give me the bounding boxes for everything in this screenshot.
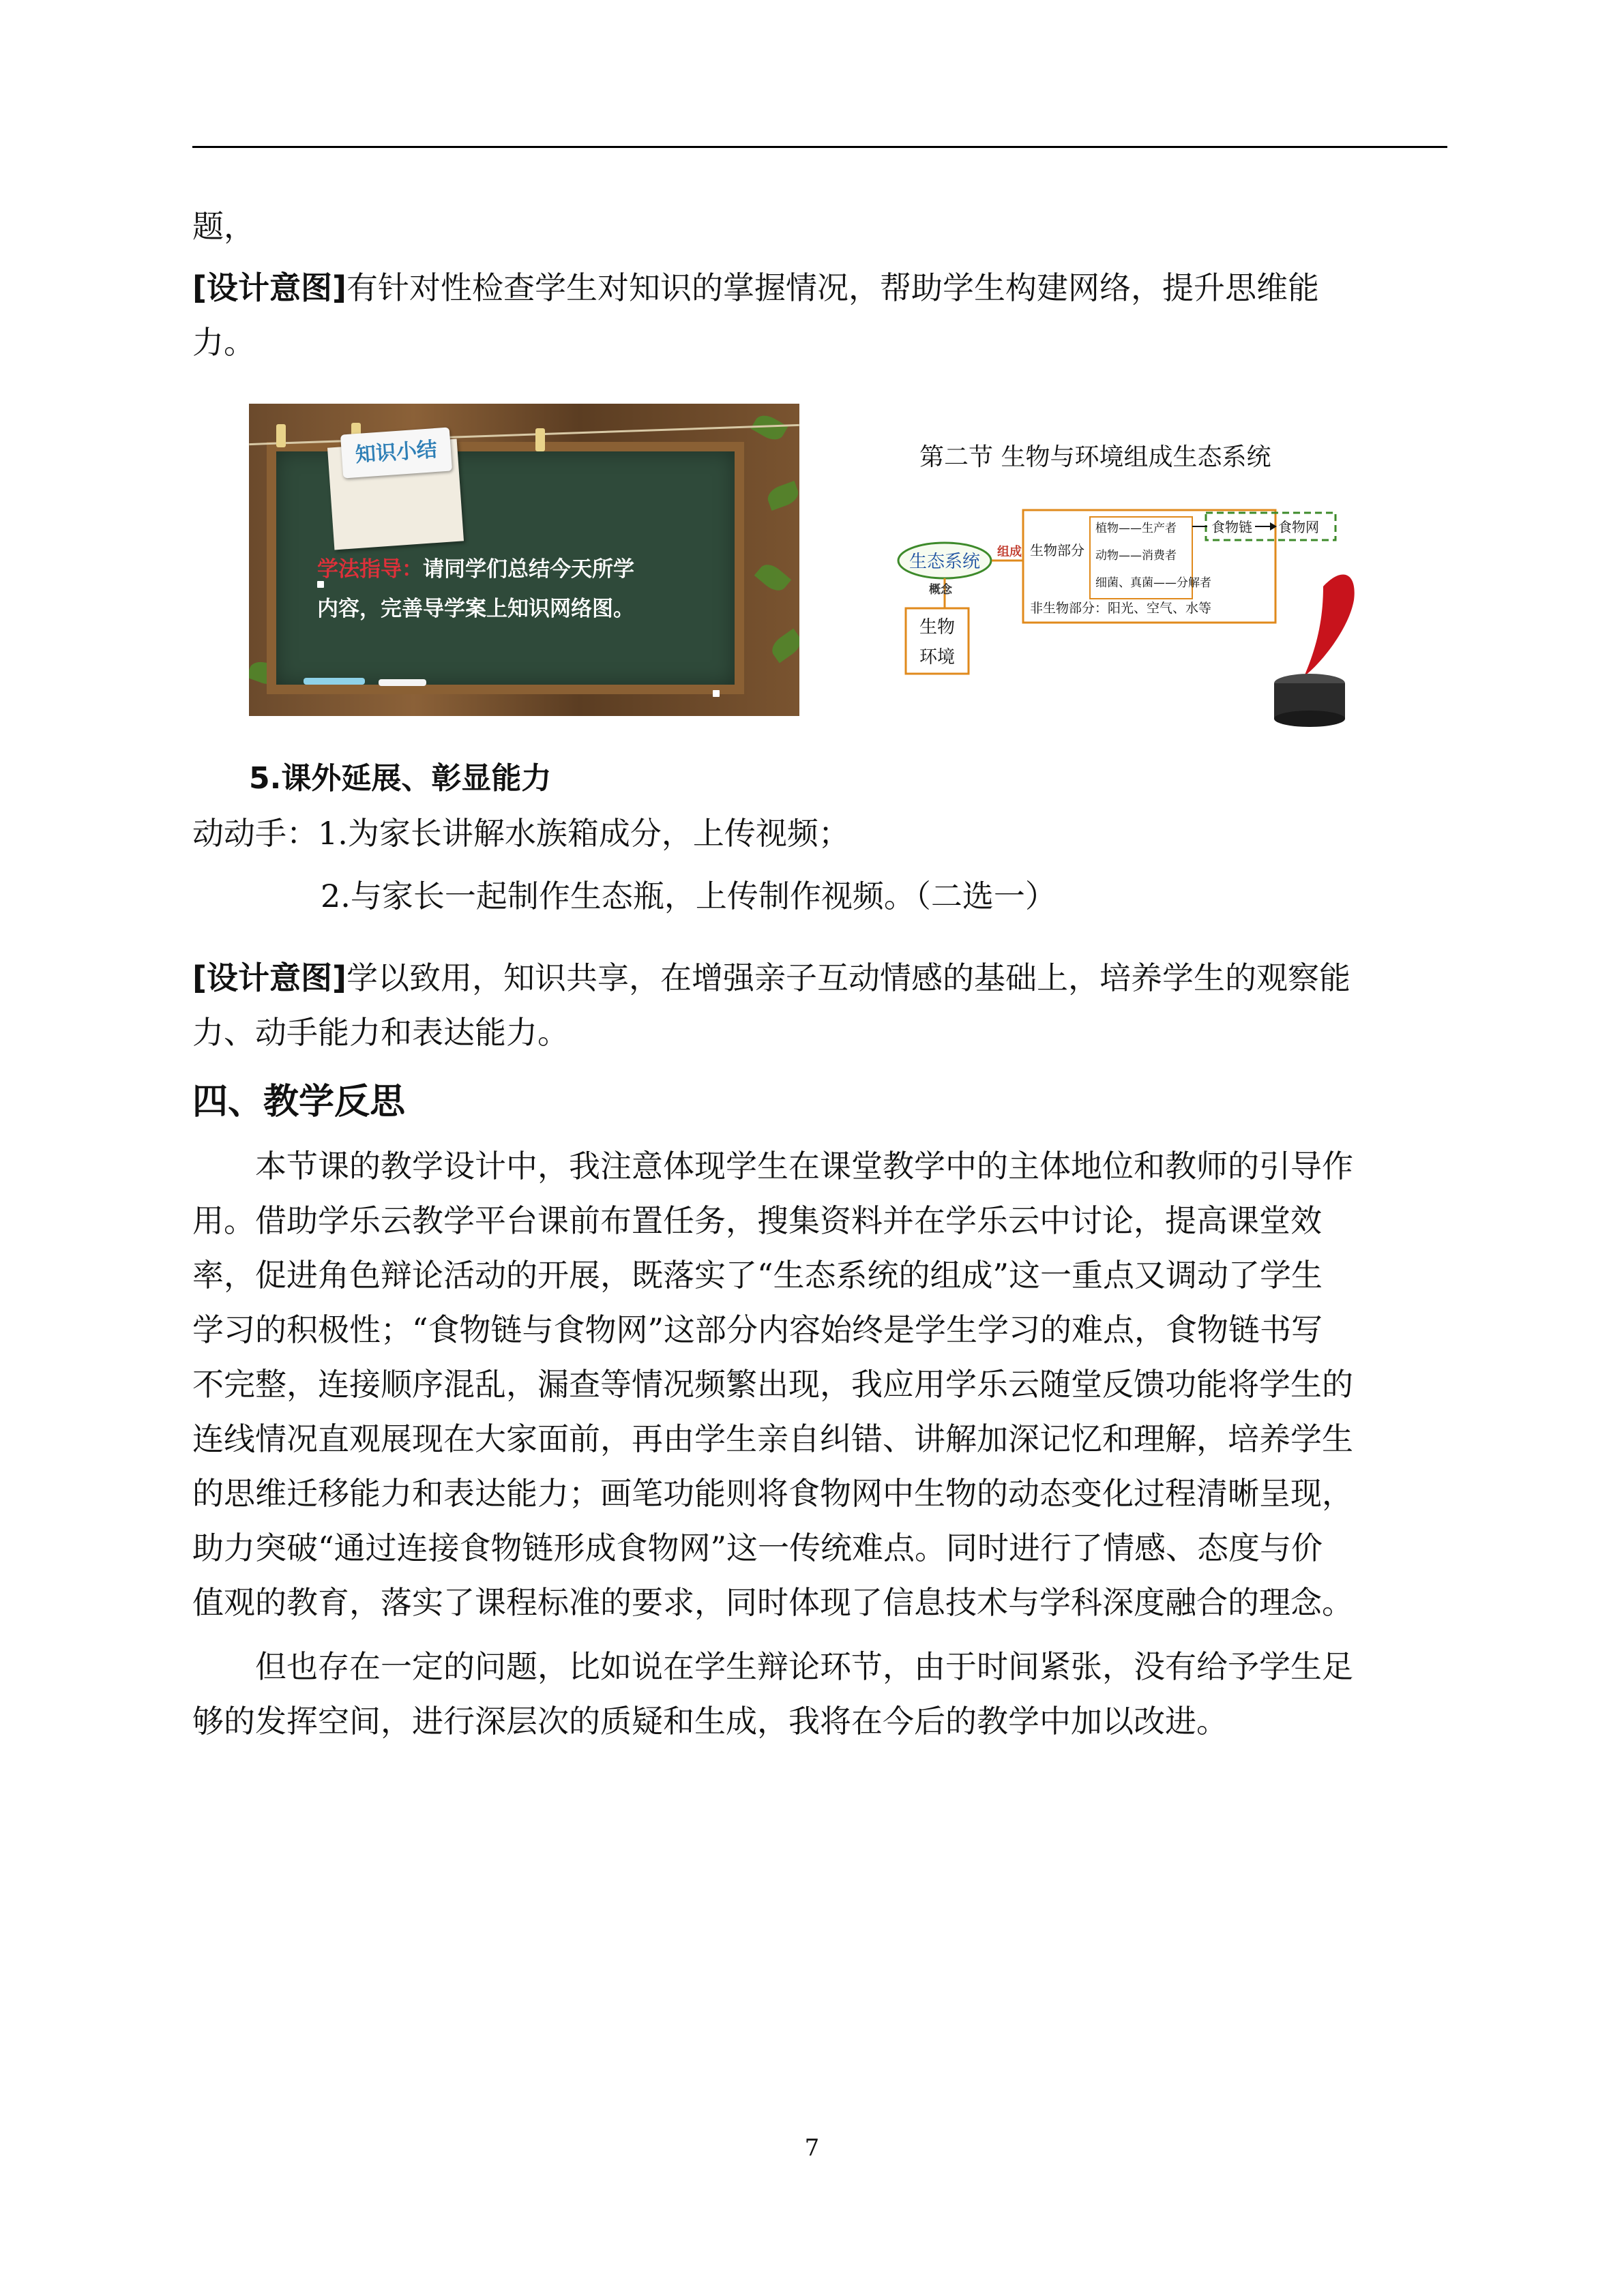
reflection-line: 本节课的教学设计中，我注意体现学生在课堂教学中的主体地位和教师的引导作	[255, 1148, 1353, 1184]
row-consumer: 动物——消费者	[1095, 549, 1177, 563]
concept-map-diagram	[887, 430, 1364, 730]
text-line: 题，	[192, 208, 255, 245]
header-rule	[192, 146, 1447, 148]
reflection-line: 助力突破“通过连接食物链形成食物网”这一传统难点。同时进行了情感、态度与价	[192, 1530, 1323, 1566]
inkwell-base	[1274, 711, 1345, 727]
concept-box-1: 生物	[919, 617, 956, 638]
design-intent-label: [设计意图]	[192, 959, 347, 996]
design-intent-1	[192, 260, 1447, 315]
concept-map-title: 第二节 生物与环境组成生态系统	[919, 443, 1271, 471]
reflection-line: 用。借助学乐云教学平台课前布置任务，搜集资料并在学乐云中讨论，提高课堂效	[192, 1202, 1322, 1239]
task-line-2: 2.与家长一起制作生态瓶，上传制作视频。（二选一）	[321, 878, 1057, 914]
guide-label: 学法指导：	[317, 557, 423, 582]
reflection-line: 值观的教育，落实了课程标准的要求，同时体现了信息技术与学科深度融合的理念。	[192, 1584, 1353, 1621]
root-label: 生态系统	[909, 552, 981, 572]
section-4-heading: 四、教学反思	[192, 1082, 406, 1122]
reflection-line: 够的发挥空间，进行深层次的质疑和生成，我将在今后的教学中加以改进。	[192, 1703, 1228, 1740]
reflection-line: 但也存在一定的问题，比如说在学生辩论环节，由于时间紧张，没有给予学生足	[255, 1648, 1353, 1685]
reflection-line: 不完整，连接顺序混乱，漏查等情况频繁出现，我应用学乐云随堂反馈功能将学生的	[192, 1366, 1353, 1403]
feather-icon	[1304, 575, 1355, 676]
row-decomposer: 细菌、真菌——分解者	[1095, 576, 1211, 590]
reflection-line: 连线情况直观展现在大家面前，再由学生亲自纠错、讲解加深记忆和理解，培养学生	[192, 1420, 1353, 1457]
food-chain-label: 食物链	[1211, 519, 1252, 535]
section-5-heading: 5.课外延展、彰显能力	[249, 761, 552, 796]
row-producer: 植物——生产者	[1095, 522, 1177, 535]
blackboard-image	[249, 404, 799, 716]
reflection-paragraph-1	[192, 1139, 1447, 1630]
reflection-paragraph-2	[192, 1639, 1447, 1748]
board-text	[317, 550, 699, 629]
guide-text-2: 内容，完善导学案上知识网络图。	[317, 597, 634, 621]
concept-label: 概念	[929, 583, 952, 597]
guide-text-1: 请同学们总结今天所学	[423, 557, 634, 582]
task-line-1: 动动手：1.为家长讲解水族箱成分，上传视频；	[192, 815, 850, 852]
text-line: 力、动手能力和表达能力。	[192, 1014, 569, 1051]
reflection-line: 率，促进角色辩论活动的开展，既落实了“生态系统的组成”这一重点又调动了学生	[192, 1257, 1323, 1294]
design-intent-label: [设计意图]	[192, 269, 347, 306]
composition-label: 组成	[997, 545, 1022, 559]
concept-map	[887, 430, 1364, 730]
board-title: 知识小结	[340, 427, 452, 478]
design-intent-text: 学以致用，知识共享，在增强亲子互动情感的基础上，培养学生的观察能	[346, 959, 1351, 996]
reflection-line: 的思维迁移能力和表达能力；画笔功能则将食物网中生物的动态变化过程清晰呈现，	[192, 1475, 1353, 1512]
page-number: 7	[804, 2134, 820, 2162]
text-line: 力。	[192, 324, 255, 361]
food-web-label: 食物网	[1278, 519, 1319, 535]
nonbio-part: 非生物部分：阳光、空气、水等	[1030, 601, 1212, 616]
bio-part: 生物部分	[1030, 542, 1084, 558]
concept-box-2: 环境	[919, 647, 956, 668]
design-intent-text: 有针对性检查学生对知识的掌握情况，帮助学生构建网络，提升思维能	[346, 269, 1320, 306]
design-intent-2	[192, 951, 1447, 1005]
reflection-line: 学习的积极性；“食物链与食物网”这部分内容始终是学生学习的难点，食物链书写	[192, 1311, 1323, 1348]
